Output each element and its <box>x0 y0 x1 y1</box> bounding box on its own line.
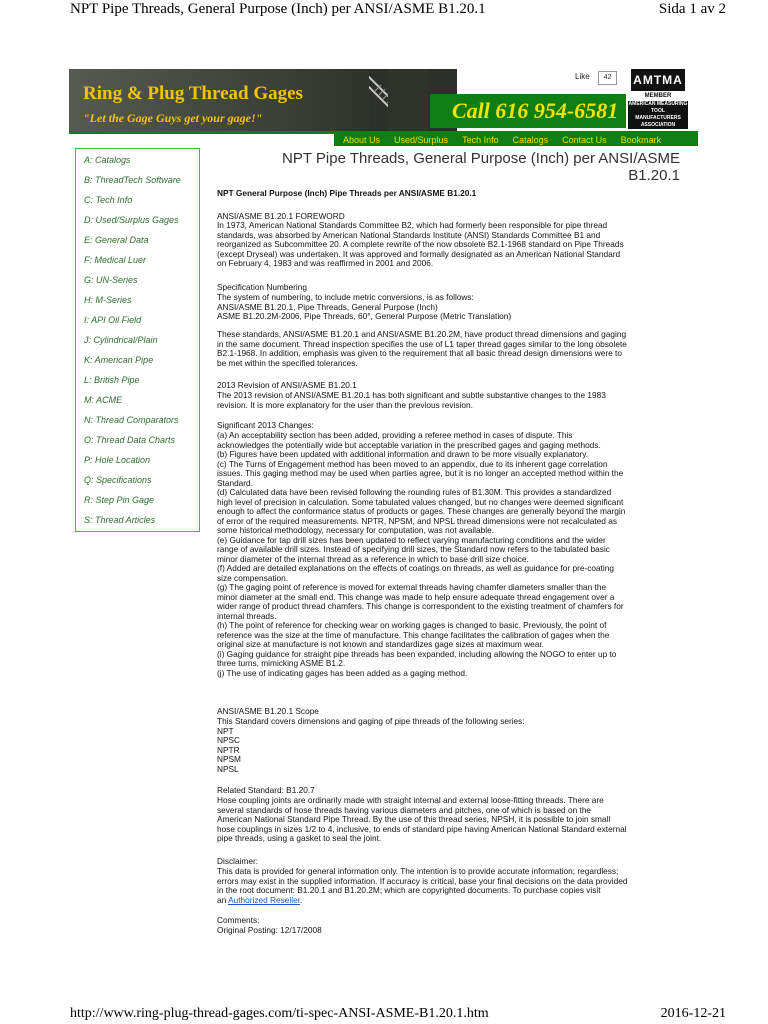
original-posting: Original Posting: 12/17/2008 <box>217 925 322 935</box>
phone-number: Call 616 954-6581 <box>452 98 619 123</box>
like-button[interactable]: Like <box>575 72 590 81</box>
like-count: 42 <box>598 71 617 85</box>
text-line: three turns, mimicking ASME B1.2. <box>217 658 346 668</box>
amtma-logo[interactable] <box>628 69 688 131</box>
text-line: original size at manufacture is not known and standardizes gage sizes at maximum wear. <box>217 639 544 649</box>
sidebar-item-catalogs[interactable]: A: Catalogs <box>84 155 131 165</box>
sidebar-item-british-pipe[interactable]: L: British Pipe <box>84 375 140 385</box>
text-line: reorganized as Subcommittee 20. A complete rewrite of the now obsolete B2.1-1968 standard on Pipe Threads <box>217 239 624 249</box>
print-date: 2016-12-21 <box>660 1006 726 1021</box>
sidebar-item-tech-info[interactable]: C: Tech Info <box>84 195 133 205</box>
text-line: enough to affect the conformance status of products or gages. These changes are generally beyond the margin <box>217 506 626 516</box>
text-line: NPTR <box>217 744 240 755</box>
sidebar-menu <box>75 148 200 532</box>
sidebar-item-hole-location[interactable]: P: Hole Location <box>84 455 151 465</box>
text-line: range of available drill sizes. Instead of specifying drill sizes, the Standard now refers to the tabulated basic <box>217 544 610 554</box>
sidebar-item-medical-luer[interactable]: F: Medical Luer <box>84 255 147 265</box>
text-line <box>217 896 685 906</box>
related-heading: Related Standard: B1.20.7 <box>217 785 315 795</box>
text-fragment: . <box>300 894 303 905</box>
amtma-mark: AMTMA <box>631 69 685 91</box>
nav-tech-info[interactable]: Tech Info <box>462 135 499 145</box>
scope-list <box>217 717 685 774</box>
text-line: NPT <box>217 725 234 736</box>
call-banner[interactable] <box>430 94 626 128</box>
text-line: minor diameter of the internal thread as a reference in which to base drill size choice. <box>217 553 529 564</box>
changes-list <box>217 431 685 678</box>
text-line: high level of precision in calculation. Some tabulated values changed, but no changes were deemed significant <box>217 496 624 507</box>
text-line: pipe threads, using a gasket to seal the joint. <box>217 833 382 843</box>
text-line: The system of numbering, to include metric conversions, is as follows: <box>217 292 474 302</box>
revision-paragraph <box>217 391 685 410</box>
text-line: in the same document. Thread inspection specifies the use of L1 taper thread gages similar to the long obsolete <box>217 338 627 349</box>
text-line: be met within the specified tolerances. <box>217 357 358 368</box>
print-url: http://www.ring-plug-thread-gages.com/ti-spec-ANSI-ASME-B1.20.1.htm <box>70 1006 489 1021</box>
text-line: NPSM <box>217 754 241 764</box>
text-line: Standard. <box>217 477 253 488</box>
authorized-reseller-link[interactable]: Authorized Reseller <box>228 894 301 905</box>
nav-catalogs[interactable]: Catalogs <box>512 135 549 145</box>
changes-heading: Significant 2013 Changes: <box>217 420 314 430</box>
revision-heading: 2013 Revision of ANSI/ASME B1.20.1 <box>217 380 357 390</box>
text-line: The 2013 revision of ANSI/ASME B1.20.1 has both significant and subtle substantive changes to the 1983 <box>217 390 606 400</box>
page-title: NPT Pipe Threads, General Purpose (Inch) per ANSI/ASME B1.20.1 <box>282 150 680 184</box>
text-line: (except Dryseal) was undertaken. It was approved and formally designated as an American National Standard <box>217 248 621 259</box>
text-line: standards, was absorbed by American National Standards Institute (ANSI) Standards Committee B1 and <box>217 229 601 240</box>
text-line: (h) The point of reference for checking wear on working gages is changed to basic. Previously, the point of <box>217 620 607 630</box>
text-line: issues. This gaging method may be used when parties agree, but it is no longer an accepted method within the <box>217 468 624 478</box>
text-line: wider range of product thread chamfers. This change is correspondent to the existing treatment of chamfers for <box>217 601 624 611</box>
print-header <box>0 0 768 20</box>
related-paragraph <box>217 796 685 844</box>
sidebar-item-thread-data-charts[interactable]: O: Thread Data Charts <box>84 435 176 445</box>
sidebar-item-american-pipe[interactable]: K: American Pipe <box>84 355 154 365</box>
text-line: B2.1-1968. In addition, emphasis was given to the requirement that all basic thread design dimensions were to <box>217 348 622 358</box>
sidebar-item-un-series[interactable]: G: UN-Series <box>84 275 138 285</box>
sidebar-item-step-pin-gage[interactable]: R: Step Pin Gage <box>84 495 155 505</box>
text-line: This Standard covers dimensions and gaging of pipe threads of the following series: <box>217 716 525 726</box>
comments-heading: Comments: <box>217 915 260 925</box>
text-line: (e) Guidance for tap drill sizes has been updated to reflect varying manufacturing conditions and the wider <box>217 534 606 545</box>
article-subtitle: NPT General Purpose (Inch) Pipe Threads per ANSI/ASME B1.20.1 <box>217 188 477 198</box>
text-line: Hose coupling joints are ordinarily made with straight internal and external loose-fitting threads. There are <box>217 795 604 805</box>
sidebar-item-thread-comparators[interactable]: N: Thread Comparators <box>84 415 179 425</box>
sidebar-item-used-surplus-gages[interactable]: D: Used/Surplus Gages <box>84 215 179 225</box>
amtma-member-label: MEMBER <box>644 93 672 99</box>
print-page-number: Sida 1 av 2 <box>658 1 726 17</box>
text-line: American National Standard Pipe Thread. By the use of this thread series, NPSH, it is possible to join small <box>217 814 611 824</box>
text-line: acknowledges the potentially wide but acceptable variation in the prescribed gages and gaging methods. <box>217 439 601 450</box>
text-line: NPSC <box>217 735 241 745</box>
text-line: (b) Figures have been updated with additional information and drawn to be more visually explanatory. <box>217 449 589 459</box>
numbering-heading: Specification Numbering <box>217 282 307 292</box>
text-line: errors may exist in the supplied information. If accuracy is critical, base your final decisions on the data provided <box>217 875 628 886</box>
top-nav <box>334 134 698 146</box>
text-line: several standards of hose threads having various diameters and pitches, one of which is based on the <box>217 804 592 815</box>
sidebar-item-cylindrical-plain[interactable]: J: Cylindrical/Plain <box>84 335 158 345</box>
text-line: hose couplings in sizes 1/2 to 4, inclusive, to ends of standard pipe having American National Standard external <box>217 823 627 834</box>
foreword-paragraph <box>217 221 685 269</box>
sidebar-item-general-data[interactable]: E: General Data <box>84 235 149 245</box>
text-line: (d) Calculated data have been revised following the rounding rules of B1.30M. This provides a standardized <box>217 487 612 497</box>
sidebar-item-specifications[interactable]: Q: Specifications <box>84 475 152 485</box>
nav-about-us[interactable]: About Us <box>343 135 381 145</box>
sidebar-item-api-oil-field[interactable]: I: API Oil Field <box>84 315 142 325</box>
text-line: minor diameter at the small end. This change was made to help ensure adequate thread engagement over a <box>217 591 615 602</box>
sidebar-item-acme[interactable]: M: ACME <box>84 395 123 405</box>
text-line: of error of the required measurements. NPTR, NPSM, and NPSL thread dimensions were not recalculated as <box>217 515 617 526</box>
disclaimer-heading: Disclaimer: <box>217 856 259 866</box>
print-footer <box>0 1004 768 1024</box>
text-line: (c) The Turns of Engagement method has been moved to an appendix, due to its inherent gage correlation <box>217 458 608 469</box>
text-line: (a) An acceptability section has been added, providing a referee method in cases of dispute. This <box>217 430 573 440</box>
text-line: These standards, ANSI/ASME B1.20.1 and ANSI/ASME B1.20.2M, have product thread dimensions and gaging <box>217 329 627 339</box>
sidebar-item-threadtech-software[interactable]: B: ThreadTech Software <box>84 175 181 185</box>
print-title: NPT Pipe Threads, General Purpose (Inch) per ANSI/ASME B1.20.1 <box>70 1 486 17</box>
scope-heading: ANSI/ASME B1.20.1 Scope <box>217 706 319 716</box>
sidebar-item-m-series[interactable]: H: M-Series <box>84 295 132 305</box>
text-line: size compensation. <box>217 572 289 583</box>
text-line: (j) The use of indicating gages has been added as a gaging method. <box>217 667 468 678</box>
disclaimer-paragraph <box>217 867 685 905</box>
text-line: internal threads. <box>217 610 277 621</box>
sidebar-item-thread-articles[interactable]: S: Thread Articles <box>84 515 156 525</box>
text-line: reference was the size at the time of manufacture. This change facilitates the calibration of gages when the <box>217 629 610 640</box>
text-line: In 1973, American National Standards Committee B2, which had formerly been responsible for pipe thread <box>217 220 608 230</box>
foreword-heading: ANSI/ASME B1.20.1 FOREWORD <box>217 211 345 221</box>
text-line: revision. It is more explanatory for the user than the previous revision. <box>217 399 473 410</box>
text-line: (f) Added are detailed explanations on the effects of coatings on threads, as well as guidance for pre-coating <box>217 563 614 573</box>
logo-tagline: "Let the Gage Guys get your gage!" <box>83 111 263 125</box>
text-line: NPSL <box>217 763 239 774</box>
text-fragment: an <box>217 894 229 905</box>
text-line: (i) Gaging guidance for straight pipe threads has been expanded, including allowing the NOGO to enter up to <box>217 648 617 659</box>
site-logo-banner[interactable] <box>69 69 388 131</box>
text-line: ANSI/ASME B1.20.1, Pipe Threads, General Purpose (Inch) <box>217 301 438 312</box>
text-line: This data is provided for general information only. The intention is to provide accurate information; regardless; <box>217 866 619 876</box>
text-line: in the root document: B1.20.1 and B1.20.2M; which are copyrighted documents. To purchase copies visit <box>217 885 601 895</box>
nav-bookmark[interactable]: Bookmark <box>620 135 662 145</box>
banner-spacer <box>388 69 428 131</box>
text-line: on February 4, 1983 and was reaffirmed in 2001 and 2006. <box>217 258 434 268</box>
nav-contact-us[interactable]: Contact Us <box>562 135 607 145</box>
text-line: some historical methodology, necessary for computation, was not available. <box>217 525 495 535</box>
standards-paragraph <box>217 330 685 368</box>
text-line: (g) The gaging point of reference is moved for external threads having chamfer diameters smaller than the <box>217 582 607 592</box>
text-line: ASME B1.20.2M-2006, Pipe Threads, 60°, General Purpose (Metric Translation) <box>217 311 512 321</box>
nav-used-surplus[interactable]: Used/Surplus <box>394 135 449 145</box>
amtma-association: AMERICAN MEASURING TOOL MANUFACTURERS ASSOCIATION <box>628 101 688 128</box>
numbering-list <box>217 293 685 322</box>
logo-title: Ring & Plug Thread Gages <box>83 83 303 104</box>
